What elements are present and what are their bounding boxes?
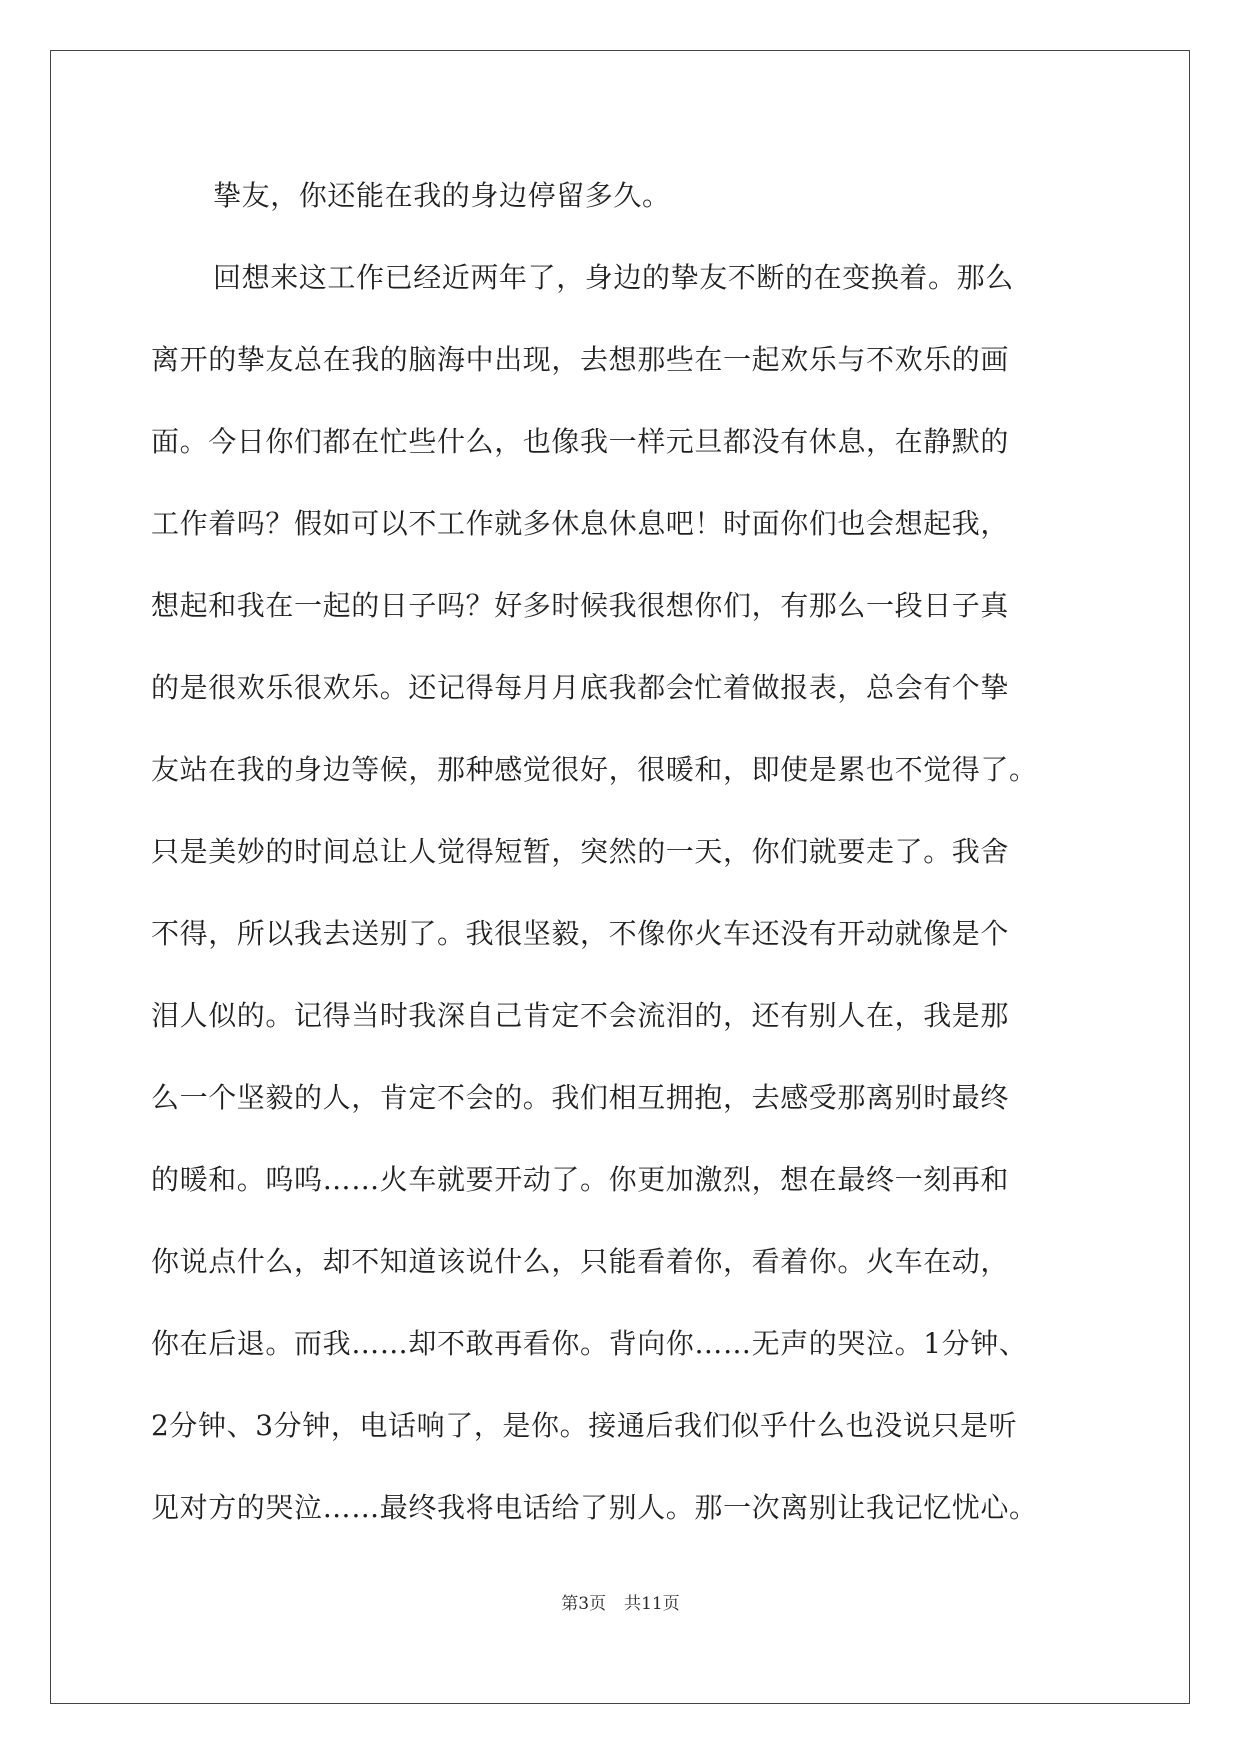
paragraph-line: 见对方的哭泣……最终我将电话给了别人。那一次离别让我记忆忧心。 bbox=[151, 1491, 1038, 1524]
paragraph-line: 不得，所以我去送别了。我很坚毅，不像你火车还没有开动就像是个 bbox=[151, 917, 1010, 950]
paragraph-line: 的暖和。呜呜……火车就要开动了。你更加激烈，想在最终一刻再和 bbox=[151, 1163, 1010, 1196]
paragraph-line: 回想来这工作已经近两年了，身边的挚友不断的在变换着。那么 bbox=[213, 261, 1014, 294]
page-total: 共11页 bbox=[624, 1594, 680, 1614]
paragraph-line: 只是美妙的时间总让人觉得短暂，突然的一天，你们就要走了。我舍 bbox=[151, 835, 1010, 868]
paragraph-line: 么一个坚毅的人，肯定不会的。我们相互拥抱，去感受那离别时最终 bbox=[151, 1081, 1010, 1114]
paragraph-line: 友站在我的身边等候，那种感觉很好，很暖和，即使是累也不觉得了。 bbox=[151, 753, 1038, 786]
page-footer bbox=[0, 1589, 1241, 1614]
paragraph-line: 泪人似的。记得当时我深自己肯定不会流泪的，还有别人在，我是那 bbox=[151, 999, 1010, 1032]
paragraph-line: 2分钟、3分钟，电话响了，是你。接通后我们似乎什么也没说只是听 bbox=[151, 1409, 1018, 1442]
paragraph-line: 的是很欢乐很欢乐。还记得每月月底我都会忙着做报表，总会有个挚 bbox=[151, 671, 1010, 704]
page-number: 第3页 bbox=[561, 1594, 607, 1614]
paragraph-line: 离开的挚友总在我的脑海中出现，去想那些在一起欢乐与不欢乐的画 bbox=[151, 343, 1010, 376]
paragraph-line: 你说点什么，却不知道该说什么，只能看着你，看着你。火车在动， bbox=[151, 1245, 1010, 1278]
paragraph-line: 挚友，你还能在我的身边停留多久。 bbox=[213, 179, 671, 212]
paragraph-line: 想起和我在一起的日子吗？好多时候我很想你们，有那么一段日子真 bbox=[151, 589, 1010, 622]
paragraph-line: 工作着吗？假如可以不工作就多休息休息吧！时面你们也会想起我， bbox=[151, 507, 1010, 540]
paragraph-line: 你在后退。而我……却不敢再看你。背向你……无声的哭泣。1分钟、 bbox=[151, 1327, 1028, 1360]
document-body bbox=[151, 155, 1091, 1549]
paragraph-line: 面。今日你们都在忙些什么，也像我一样元旦都没有休息，在静默的 bbox=[151, 425, 1010, 458]
